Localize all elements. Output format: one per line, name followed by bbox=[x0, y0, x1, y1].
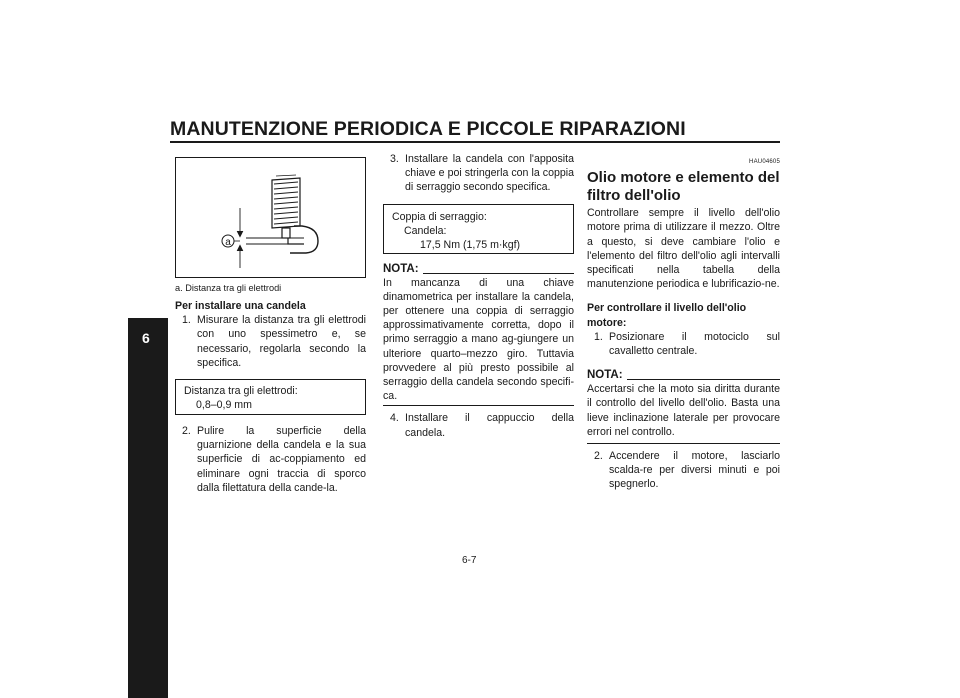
figure-caption: a. Distanza tra gli elettrodi bbox=[175, 283, 282, 293]
list-item bbox=[175, 424, 366, 495]
check-heading: Per controllare il livello dell'olio motore: bbox=[587, 302, 747, 329]
gap-spec-box bbox=[175, 379, 366, 415]
intro-paragraph: Controllare sempre il livello dell'olio motore prima di utilizzare il mezzo. Oltre a questo, si deve cambiare l'olio e l'elemento del filtro dell'olio agli intervalli specificati nella tabella della manutenzione periodica e lubrificazio-ne. bbox=[587, 207, 780, 291]
spark-plug-figure bbox=[175, 157, 366, 278]
step-number: 2. bbox=[594, 450, 603, 463]
step-text: Misurare la distanza tra gli elettrodi con uno spessimetro e, se necessario, regolarla secondo la specifica. bbox=[197, 314, 366, 369]
nota-rule bbox=[627, 379, 780, 380]
chapter-number: 6 bbox=[142, 330, 150, 346]
section-code: HAU04605 bbox=[749, 159, 780, 165]
step-number: 2. bbox=[182, 425, 191, 438]
step-text: Installare il cappuccio della candela. bbox=[405, 412, 574, 439]
nota-rule bbox=[423, 273, 574, 274]
step-text: Installare la candela con l'apposita chiave e poi stringerla con la coppia di serraggio secondo specifica. bbox=[405, 153, 574, 194]
list-item bbox=[587, 330, 780, 358]
title-rule bbox=[170, 141, 780, 143]
step-number: 3. bbox=[390, 153, 399, 165]
list-item bbox=[383, 152, 574, 195]
nota-text: Accertarsi che la moto sia diritta durante il controllo del livello dell'olio. Basta una lieve inclinazione laterale per provocare errori nel controllo. bbox=[587, 383, 780, 438]
nota-header bbox=[587, 368, 780, 382]
nota-header bbox=[383, 262, 574, 276]
spec-sublabel: Candela: bbox=[404, 224, 447, 237]
chapter-tab bbox=[128, 318, 168, 698]
step-number: 1. bbox=[594, 330, 603, 343]
nota-end-rule bbox=[587, 443, 780, 444]
nota-label: NOTA: bbox=[383, 262, 419, 275]
step-text: Accendere il motore, lasciarlo scalda-re per diversi minuti e poi spegnerlo. bbox=[609, 450, 780, 491]
step-number: 1. bbox=[182, 314, 191, 327]
list-item bbox=[383, 411, 574, 439]
spark-plug-icon bbox=[176, 158, 365, 277]
spec-value: 0,8–0,9 mm bbox=[196, 399, 252, 412]
step-number: 4. bbox=[390, 412, 399, 425]
section-title: Olio motore e elemento del filtro dell'olio bbox=[587, 169, 780, 204]
step-text: Pulire la superficie della guarnizione della candela e la sua superficie di ac-coppiamento ed eliminare ogni traccia di sporco dalla filettatura della cande-la. bbox=[197, 425, 366, 494]
nota-text: In mancanza di una chiave dinamometrica per installare la candela, per ottenere una coppia di serraggio approssimativamente corretta, dopo il primo serraggio a mano ag-giungere un ulteriore quarto–mezzo giro. Tuttavia provvedere al più presto possibile al serraggio della candela secondo specifi-ca. bbox=[383, 276, 574, 403]
install-heading: Per installare una candela bbox=[175, 300, 306, 312]
spec-label: Coppia di serraggio: bbox=[392, 210, 487, 223]
list-item bbox=[587, 449, 780, 492]
step-text: Posizionare il motociclo sul cavalletto centrale. bbox=[609, 330, 780, 358]
torque-spec-box bbox=[383, 204, 574, 254]
page-number: 6-7 bbox=[462, 555, 477, 566]
figure-callout: a bbox=[225, 237, 231, 248]
page-title: MANUTENZIONE PERIODICA E PICCOLE RIPARAZIONI bbox=[170, 118, 686, 140]
list-item bbox=[175, 313, 366, 370]
spec-value: 17,5 Nm (1,75 m·kgf) bbox=[420, 239, 521, 252]
spec-label: Distanza tra gli elettrodi: bbox=[184, 385, 298, 398]
nota-label: NOTA: bbox=[587, 369, 623, 382]
nota-end-rule bbox=[383, 405, 574, 406]
